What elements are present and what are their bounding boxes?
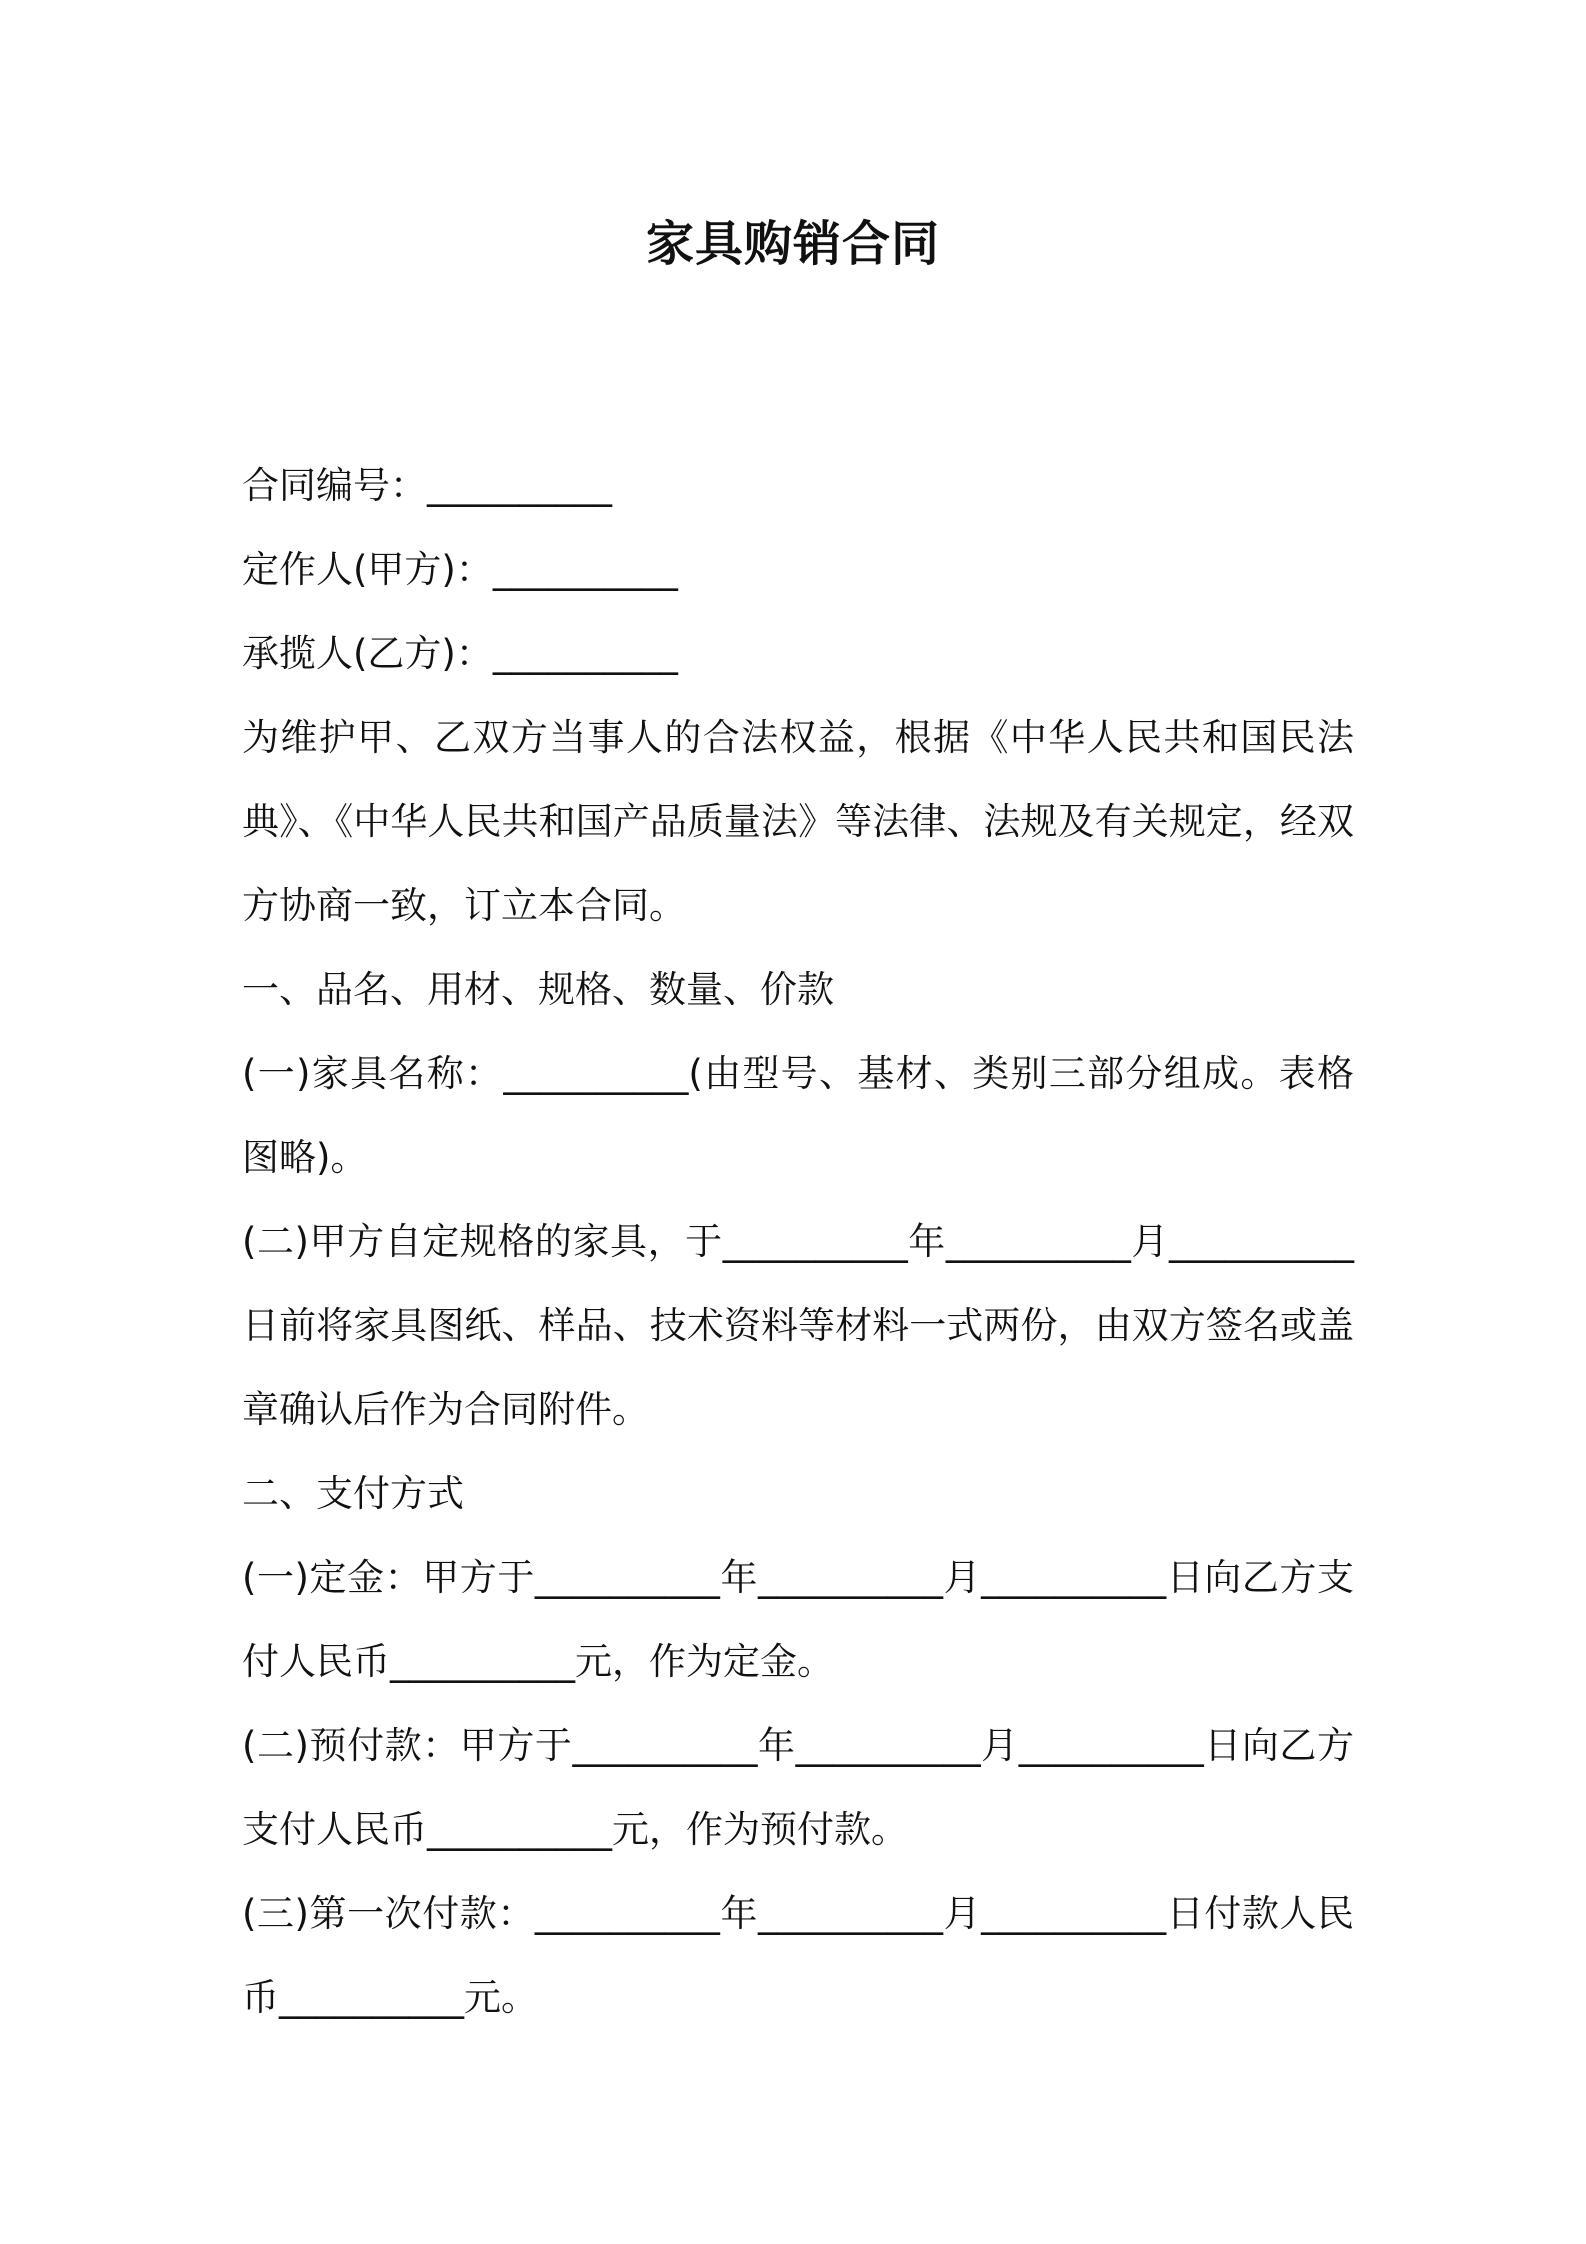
clause-2-2: (二)预付款：甲方于__________年__________月__________日向乙方支付人民币__________元，作为预付款。 [242,1724,1354,1851]
party-b-line: 承揽人(乙方)：__________ [242,632,678,675]
clause-1-2: (二)甲方自定规格的家具，于__________年__________月__________日前将家具图纸、样品、技术资料等材料一式两份，由双方签名或盖章确认后作为合同附件。 [242,1220,1354,1431]
clause-2-1: (一)定金：甲方于__________年__________月__________日向乙方支付人民币__________元，作为定金。 [242,1556,1354,1683]
section-heading-1: 一、品名、用材、规格、数量、价款 [242,968,834,1011]
preamble-paragraph: 为维护甲、乙双方当事人的合法权益，根据《中华人民共和国民法典》、《中华人民共和国产品质量法》等法律、法规及有关规定，经双方协商一致，订立本合同。 [242,716,1354,927]
contract-number-line: 合同编号：__________ [242,464,612,507]
party-a-line: 定作人(甲方)：__________ [242,548,678,591]
clause-2-3: (三)第一次付款：__________年__________月__________日付款人民币__________元。 [242,1892,1354,2019]
document-body [242,444,1354,2040]
section-heading-2: 二、支付方式 [242,1472,464,1515]
clause-1-1: (一)家具名称：__________(由型号、基材、类别三部分组成。表格图略)。 [242,1052,1354,1179]
document-title: 家具购销合同 [645,216,940,272]
